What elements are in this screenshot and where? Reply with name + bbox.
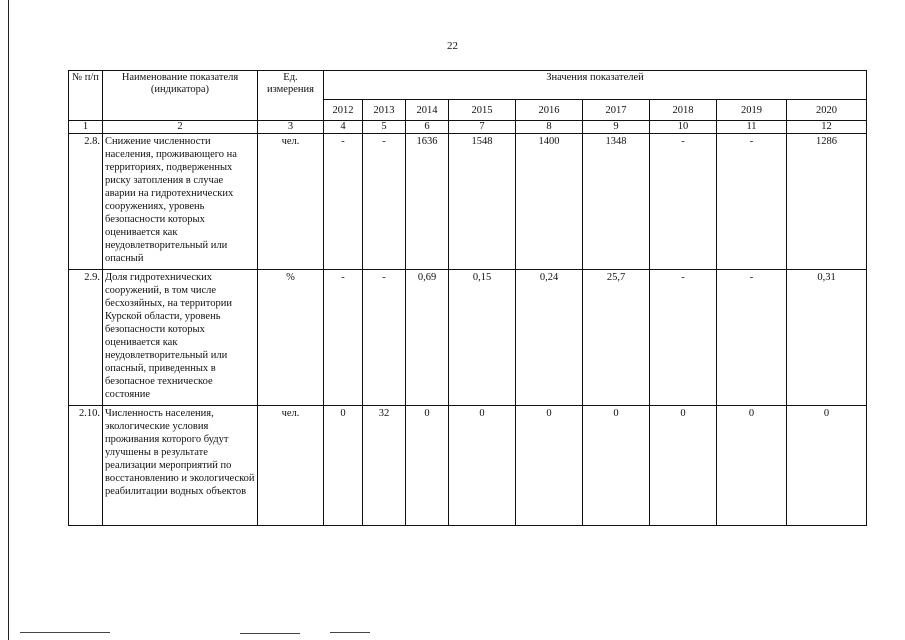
value-cell: 1348 [583, 134, 650, 270]
value-cell: 0 [650, 406, 717, 526]
value-cell: 1636 [406, 134, 449, 270]
column-number: 12 [787, 121, 867, 134]
value-cell: 0 [583, 406, 650, 526]
row-number: 2.8. [69, 134, 103, 270]
indicator-name: Доля гидротехнических сооружений, в том числе бесхозяйных, на территории Курской области, уровень безопасности которых оценивается как неудовлетворительный или опасный, приведенных в безопасное техническое состояние [103, 270, 258, 406]
value-cell: 0 [787, 406, 867, 526]
unit-cell: чел. [258, 406, 324, 526]
value-cell: - [324, 134, 363, 270]
scan-left-edge [8, 0, 9, 640]
value-cell: - [717, 134, 787, 270]
header-year: 2018 [650, 100, 717, 121]
header-num: № п/п [69, 71, 103, 121]
scan-artifact [20, 632, 110, 633]
header-year: 2020 [787, 100, 867, 121]
column-number: 8 [516, 121, 583, 134]
value-cell: - [717, 270, 787, 406]
header-year: 2016 [516, 100, 583, 121]
indicators-table [68, 70, 867, 526]
header-year: 2012 [324, 100, 363, 121]
header-name: Наименование показателя (индикатора) [103, 71, 258, 121]
value-cell: 0 [516, 406, 583, 526]
value-cell: - [324, 270, 363, 406]
column-numbers-row [69, 121, 867, 134]
row-number: 2.9. [69, 270, 103, 406]
column-number: 2 [103, 121, 258, 134]
value-cell: 0 [449, 406, 516, 526]
value-cell: 32 [363, 406, 406, 526]
value-cell: 0 [324, 406, 363, 526]
column-number: 7 [449, 121, 516, 134]
page-number: 22 [447, 40, 458, 52]
value-cell: 0,31 [787, 270, 867, 406]
header-unit: Ед. измерения [258, 71, 324, 121]
header-values-group: Значения показателей [324, 71, 867, 100]
column-number: 5 [363, 121, 406, 134]
table-row [69, 134, 867, 270]
value-cell: 1548 [449, 134, 516, 270]
column-number: 1 [69, 121, 103, 134]
row-number: 2.10. [69, 406, 103, 526]
column-number: 6 [406, 121, 449, 134]
column-number: 4 [324, 121, 363, 134]
value-cell: - [650, 134, 717, 270]
value-cell: - [363, 270, 406, 406]
value-cell: 0 [406, 406, 449, 526]
column-number: 10 [650, 121, 717, 134]
header-year: 2017 [583, 100, 650, 121]
header-year: 2014 [406, 100, 449, 121]
value-cell: 0,69 [406, 270, 449, 406]
value-cell: 1286 [787, 134, 867, 270]
value-cell: 0 [717, 406, 787, 526]
column-number: 11 [717, 121, 787, 134]
column-number: 9 [583, 121, 650, 134]
column-number: 3 [258, 121, 324, 134]
unit-cell: % [258, 270, 324, 406]
header-year: 2019 [717, 100, 787, 121]
indicator-name: Численность населения, экологические условия проживания которого будут улучшены в результате реализации мероприятий по восстановлению и экологической реабилитации водных объектов [103, 406, 258, 526]
value-cell: 0,15 [449, 270, 516, 406]
value-cell: 25,7 [583, 270, 650, 406]
header-year: 2015 [449, 100, 516, 121]
table-row [69, 406, 867, 526]
scan-artifact [330, 632, 370, 633]
value-cell: 0,24 [516, 270, 583, 406]
scan-artifact [240, 633, 300, 634]
value-cell: 1400 [516, 134, 583, 270]
value-cell: - [650, 270, 717, 406]
indicator-name: Снижение численности населения, проживающего на территориях, подверженных риску затопления в случае аварии на гидротехнических сооружениях, уровень безопасности которых оценивается как неудовлетворительный или опасный [103, 134, 258, 270]
table-row [69, 270, 867, 406]
unit-cell: чел. [258, 134, 324, 270]
header-year: 2013 [363, 100, 406, 121]
value-cell: - [363, 134, 406, 270]
